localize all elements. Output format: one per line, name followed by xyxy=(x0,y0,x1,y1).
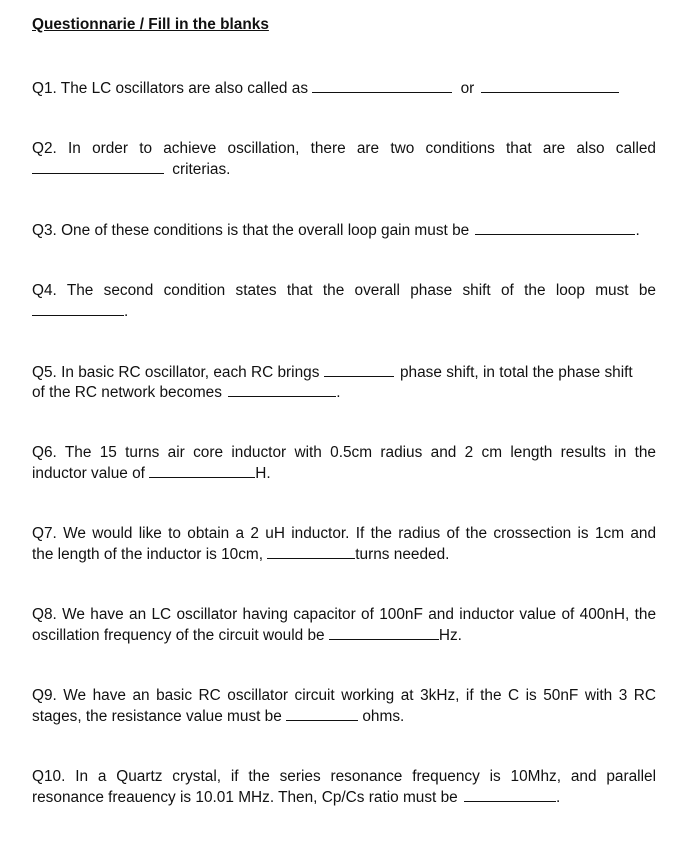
question-text: Q9. We have an basic RC oscillator circuit working at 3kHz, if the C is 50nF with 3 RC xyxy=(32,687,656,704)
question-5 xyxy=(32,362,656,402)
answer-blank[interactable] xyxy=(267,544,355,559)
question-text: H. xyxy=(255,465,271,482)
question-text: Q7. We would like to obtain a 2 uH inductor. If the radius of the crossection is 1cm and xyxy=(32,525,656,542)
answer-blank[interactable] xyxy=(324,362,394,377)
question-text: Hz. xyxy=(438,627,462,644)
question-text: . xyxy=(556,789,561,806)
question-7 xyxy=(32,524,656,564)
question-6 xyxy=(32,443,656,483)
question-text: Q1. The LC oscillators are also called as xyxy=(32,80,309,97)
question-text: Q4. The second condition states that the overall phase shift of the loop must be xyxy=(32,282,656,299)
question-text: Q10. In a Quartz crystal, if the series resonance frequency is 10Mhz, and parallel xyxy=(32,768,656,785)
question-3 xyxy=(32,220,656,240)
question-text: . xyxy=(635,222,640,239)
question-10 xyxy=(32,767,656,807)
question-text: Q3. One of these conditions is that the overall loop gain must be xyxy=(32,222,470,239)
question-text: oscillation frequency of the circuit would be xyxy=(32,627,325,644)
answer-blank[interactable] xyxy=(149,463,255,478)
answer-blank[interactable] xyxy=(481,78,619,93)
answer-blank[interactable] xyxy=(475,220,635,235)
question-text: phase shift, in total the phase shift xyxy=(399,364,633,381)
answer-blank[interactable] xyxy=(32,301,124,316)
question-text: criterias. xyxy=(172,161,231,178)
question-text: stages, the resistance value must be xyxy=(32,708,282,725)
question-text: turns needed. xyxy=(355,546,450,563)
answer-blank[interactable] xyxy=(329,625,439,640)
question-text: Q6. The 15 turns air core inductor with 0.5cm radius and 2 cm length results in the xyxy=(32,444,656,461)
answer-blank[interactable] xyxy=(32,159,164,174)
question-text: Q5. In basic RC oscillator, each RC brings xyxy=(32,364,320,381)
question-text: or xyxy=(460,80,475,97)
question-text: the length of the inductor is 10cm, xyxy=(32,546,263,563)
question-text: ohms. xyxy=(362,708,405,725)
answer-blank[interactable] xyxy=(464,787,556,802)
answer-blank[interactable] xyxy=(228,382,336,397)
question-9 xyxy=(32,686,656,726)
question-text: resonance freauency is 10.01 MHz. Then, Cp/Cs ratio must be xyxy=(32,789,458,806)
question-8 xyxy=(32,605,656,645)
question-text: . xyxy=(336,384,341,401)
question-text: inductor value of xyxy=(32,465,145,482)
question-2 xyxy=(32,139,656,179)
question-text: Q2. In order to achieve oscillation, there are two conditions that are also called xyxy=(32,140,656,157)
question-4 xyxy=(32,281,656,321)
page-title: Questionnarie / Fill in the blanks xyxy=(32,16,269,33)
question-1 xyxy=(32,78,656,98)
question-text: of the RC network becomes xyxy=(32,384,222,401)
answer-blank[interactable] xyxy=(312,78,452,93)
question-text: . xyxy=(124,303,129,320)
answer-blank[interactable] xyxy=(286,706,358,721)
question-text: Q8. We have an LC oscillator having capacitor of 100nF and inductor value of 400nH, the xyxy=(32,606,656,623)
